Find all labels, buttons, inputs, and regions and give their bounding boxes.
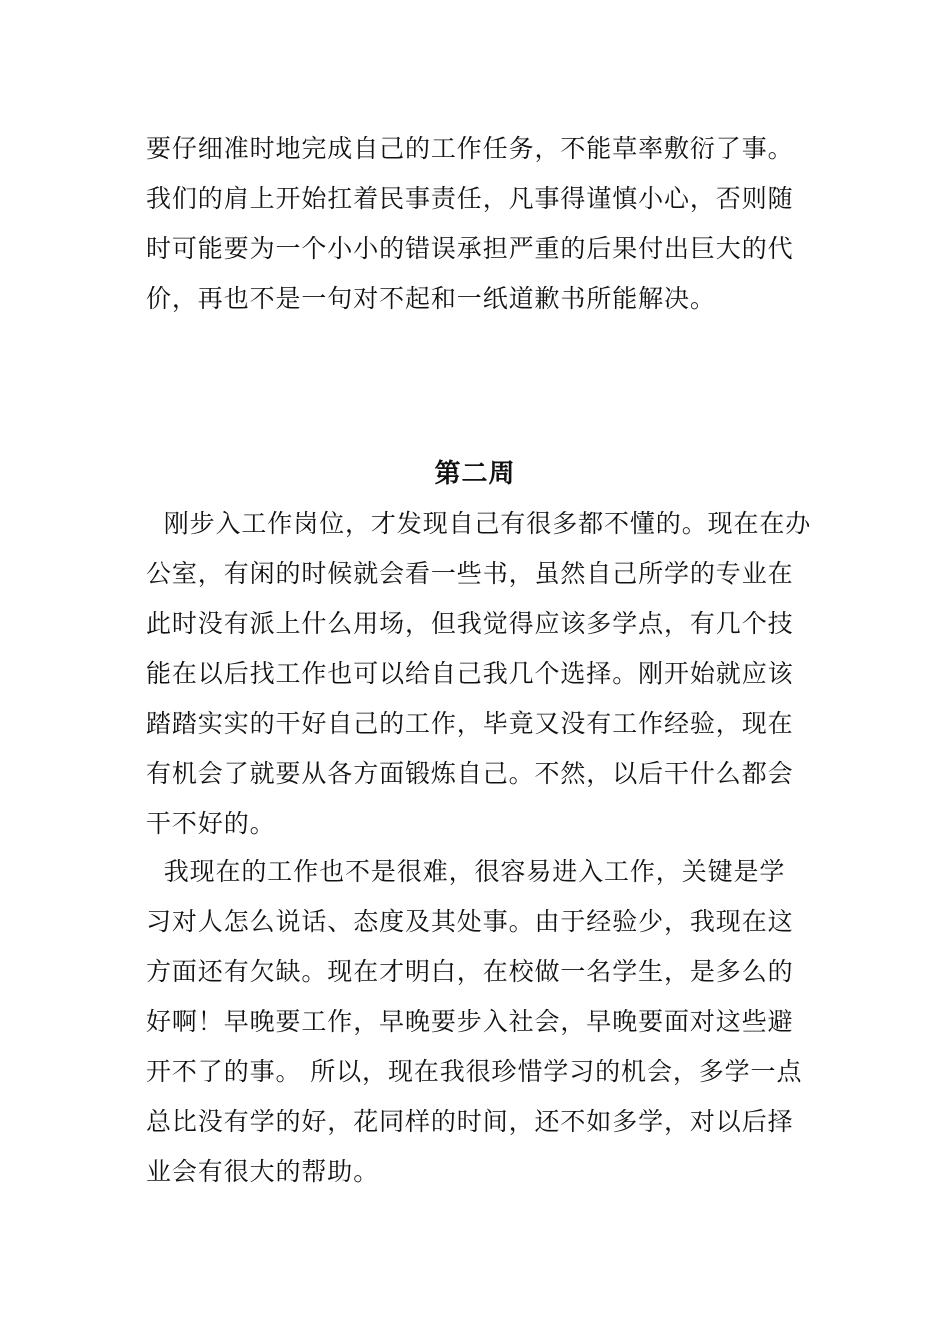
text-line: 能在以后找工作也可以给自己我几个选择。刚开始就应该 [146,659,794,688]
text-line: 业会有很大的帮助。 [146,1157,380,1186]
text-line: 习对人怎么说话、态度及其处事。由于经验少，我现在这 [146,907,794,936]
text-line: 公室，有闲的时候就会看一些书，虽然自己所学的专业在 [146,559,794,588]
text-line: 好啊！早晚要工作，早晚要步入社会，早晚要面对这些避 [146,1007,794,1036]
text-line: 开不了的事。 所以，现在我很珍惜学习的机会，多学一点 [146,1057,803,1086]
text-line: 踏踏实实的干好自己的工作，毕竟又没有工作经验，现在 [146,709,794,738]
text-line: 我现在的工作也不是很难，很容易进入工作，关键是学 [146,857,786,886]
text-line: 此时没有派上什么用场，但我觉得应该多学点，有几个技 [146,609,794,638]
text-line: 价，再也不是一句对不起和一纸道歉书所能解决。 [146,284,716,313]
section-heading: 第二周 [434,459,516,489]
text-line: 刚步入工作岗位，才发现自己有很多都不懂的。现在在办 [146,509,812,538]
text-line: 我们的肩上开始扛着民事责任，凡事得谨慎小心，否则随 [146,184,794,213]
text-line: 要仔细准时地完成自己的工作任务，不能草率敷衍了事。 [146,134,794,163]
text-line: 总比没有学的好，花同样的时间，还不如多学，对以后择 [146,1107,794,1136]
text-line: 方面还有欠缺。现在才明白，在校做一名学生，是多么的 [146,957,794,986]
text-line: 干不好的。 [146,809,276,838]
text-line: 时可能要为一个小小的错误承担严重的后果付出巨大的代 [146,234,794,263]
text-line: 有机会了就要从各方面锻炼自己。不然，以后干什么都会 [146,759,794,788]
